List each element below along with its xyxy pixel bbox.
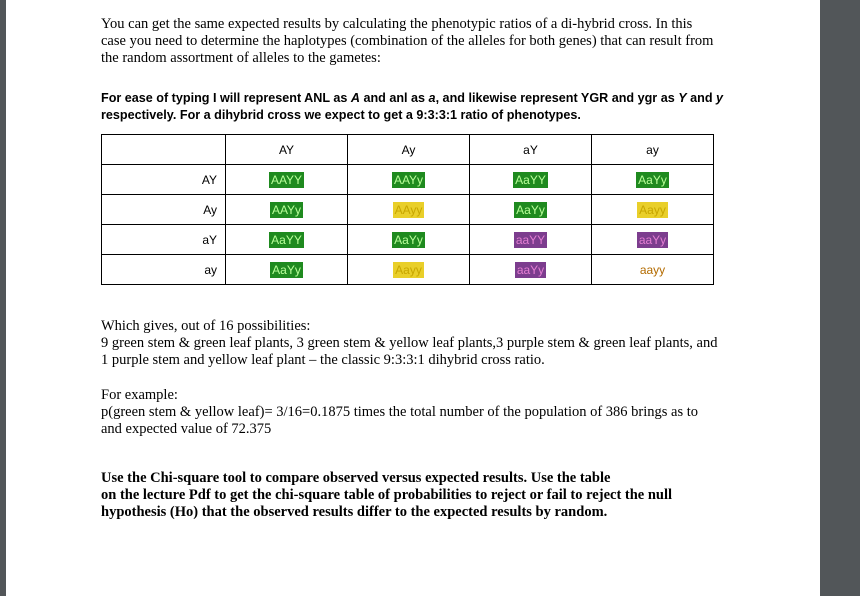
- genotype-cell: [348, 165, 470, 195]
- chi-line: hypothesis (Ho) that the observed results differ to the expected results by random.: [101, 504, 608, 520]
- column-header: aY: [470, 135, 592, 165]
- genotype-cell: [470, 195, 592, 225]
- genotype-cell: [592, 165, 714, 195]
- genotype-label: AaYy: [394, 232, 423, 247]
- chi-line: Use the Chi-square tool to compare observed versus expected results. Use the table: [101, 470, 611, 486]
- genotype-cell: [348, 225, 470, 255]
- intro-line: the random assortment of alleles to the gametes:: [101, 50, 381, 66]
- note-line-1: [101, 90, 724, 107]
- table-row: [102, 255, 714, 285]
- genotype-cell: [470, 225, 592, 255]
- genotype-label: AaYy: [638, 172, 667, 187]
- note-symbol: A: [350, 91, 360, 105]
- note-text: and anl as: [359, 91, 429, 105]
- intro-line: case you need to determine the haplotypes (combination of the alleles for both genes) that can result from: [101, 33, 714, 49]
- note-text: , and likewise represent YGR and ygr as: [435, 91, 679, 105]
- table-row: [102, 165, 714, 195]
- genotype-label: aayy: [639, 262, 666, 277]
- result-line: 1 purple stem and yellow leaf plant – the classic 9:3:3:1 dihybrid cross ratio.: [101, 352, 545, 368]
- genotype-label: AaYY: [515, 172, 546, 187]
- note-symbol: Y: [678, 91, 687, 105]
- note-text: and: [686, 91, 717, 105]
- note-symbol: y: [716, 91, 724, 105]
- genotype-cell: [226, 255, 348, 285]
- genotype-cell: [226, 195, 348, 225]
- genotype-label: AAyy: [394, 202, 423, 217]
- row-header: ay: [102, 255, 226, 285]
- genotype-cell: [592, 195, 714, 225]
- genotype-label: AaYy: [516, 202, 545, 217]
- genotype-label: aaYy: [638, 232, 667, 247]
- note-text: For ease of typing I will represent ANL as: [101, 91, 351, 105]
- table-header-row: [102, 135, 714, 165]
- note-symbol: a: [428, 91, 436, 105]
- genotype-label: Aayy: [639, 202, 666, 217]
- example-paragraph: [101, 387, 741, 438]
- chi-square-instructions: [101, 470, 741, 521]
- genotype-label: Aayy: [395, 262, 422, 277]
- example-line: p(green stem & yellow leaf)= 3/16=0.1875 times the total number of the population of 386 brings as to: [101, 404, 699, 420]
- row-header: aY: [102, 225, 226, 255]
- genotype-label: AaYy: [272, 262, 301, 277]
- genotype-label: AaYY: [271, 232, 302, 247]
- genotype-label: AAYy: [271, 202, 302, 217]
- result-paragraph: [101, 318, 741, 369]
- column-header: AY: [226, 135, 348, 165]
- chi-line: on the lecture Pdf to get the chi-square table of probabilities to reject or fail to reject the null: [101, 487, 673, 503]
- example-line: For example:: [101, 387, 178, 403]
- table-row: [102, 225, 714, 255]
- genotype-label: AAYY: [270, 172, 303, 187]
- note-line-2: respectively. For a dihybrid cross we expect to get a 9:3:3:1 ratio of phenotypes.: [101, 108, 581, 122]
- notation-note: [101, 90, 724, 124]
- genotype-cell: [226, 165, 348, 195]
- row-header: Ay: [102, 195, 226, 225]
- genotype-cell: [348, 255, 470, 285]
- result-line: 9 green stem & green leaf plants, 3 green stem & yellow leaf plants,3 purple stem & green leaf plants, and: [101, 335, 718, 351]
- result-line: Which gives, out of 16 possibilities:: [101, 318, 311, 334]
- pdf-page: [6, 0, 820, 596]
- intro-paragraph: [101, 16, 741, 67]
- punnett-square-table: [101, 134, 714, 285]
- genotype-cell: [470, 165, 592, 195]
- genotype-label: AAYy: [393, 172, 424, 187]
- genotype-cell: [592, 225, 714, 255]
- genotype-cell: [592, 255, 714, 285]
- column-header: Ay: [348, 135, 470, 165]
- table-row: [102, 195, 714, 225]
- genotype-cell: [226, 225, 348, 255]
- genotype-cell: [470, 255, 592, 285]
- corner-cell: [102, 135, 226, 165]
- genotype-label: aaYy: [516, 262, 545, 277]
- intro-line: You can get the same expected results by calculating the phenotypic ratios of a di-hybrid cross. In this: [101, 16, 693, 32]
- genotype-cell: [348, 195, 470, 225]
- row-header: AY: [102, 165, 226, 195]
- viewer-scroll-area[interactable]: [820, 0, 860, 596]
- genotype-label: aaYY: [515, 232, 546, 247]
- column-header: ay: [592, 135, 714, 165]
- example-line: and expected value of 72.375: [101, 421, 272, 437]
